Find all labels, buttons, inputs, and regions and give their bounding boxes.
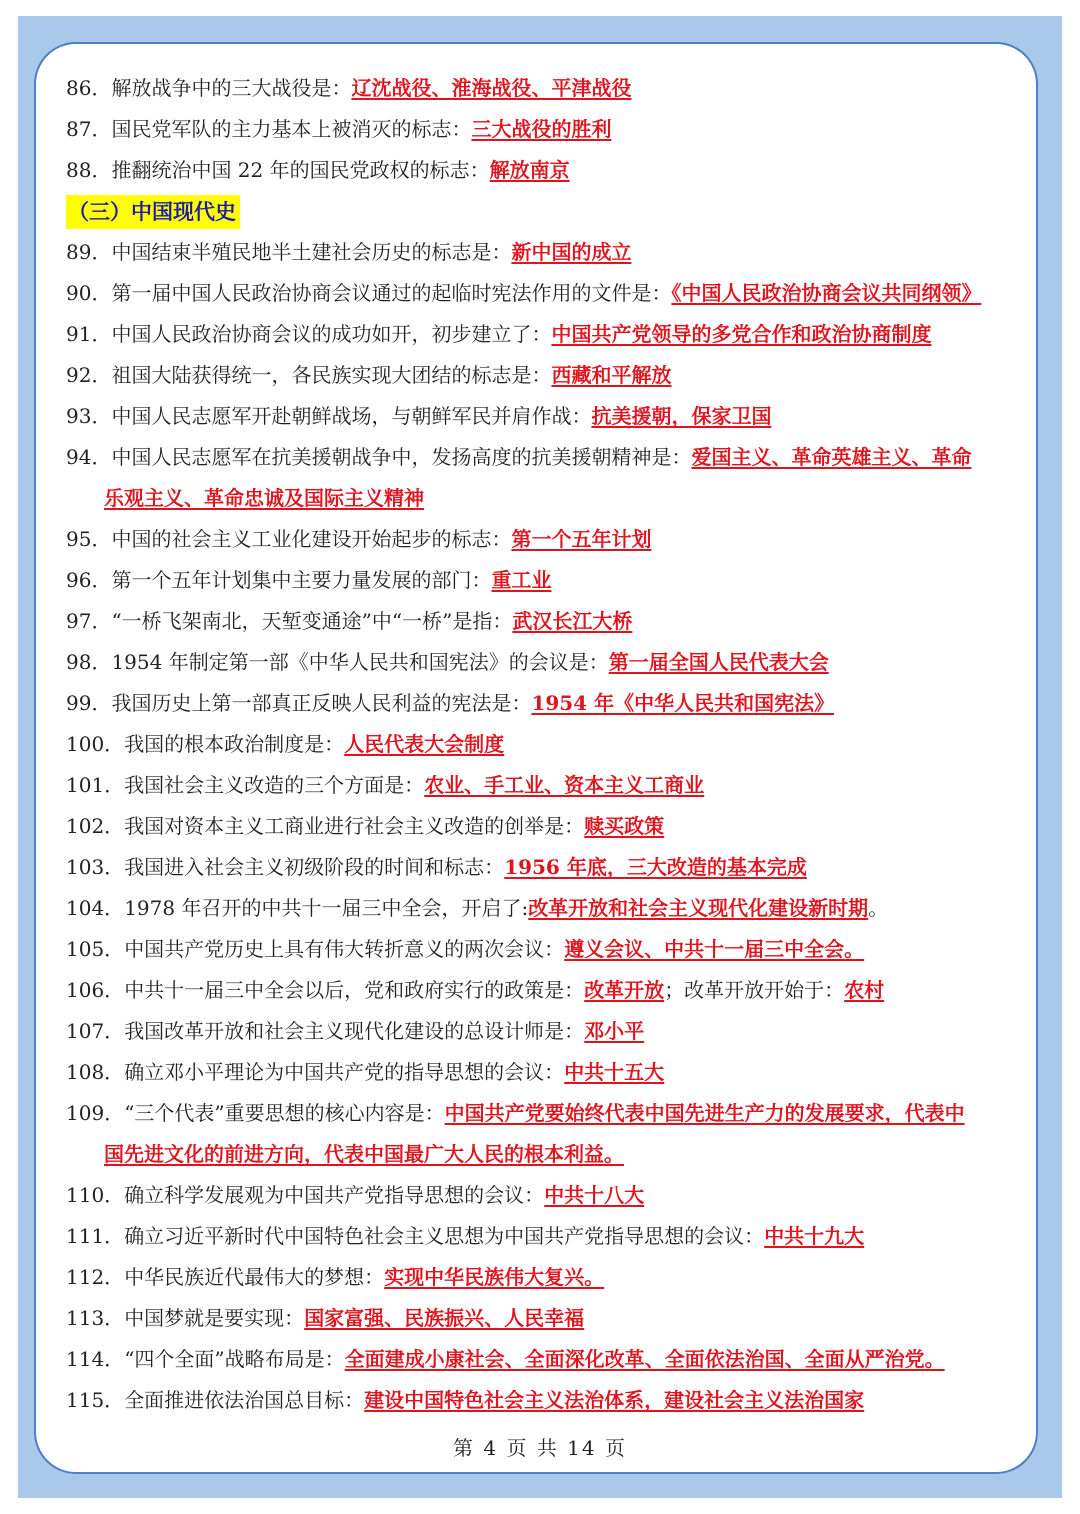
item-question: 1954 年制定第一部《中华人民共和国宪法》的会议是：: [111, 650, 609, 674]
list-item: [66, 888, 1026, 929]
item-number: 102．: [66, 814, 125, 838]
item-number: 90．: [66, 281, 112, 305]
item-answer: 解放南京: [489, 158, 570, 182]
list-item: [66, 683, 1026, 724]
item-answer: 建设中国特色社会主义法治体系，建设社会主义法治国家: [364, 1388, 865, 1412]
item-number: 107．: [66, 1019, 125, 1043]
item-number: 89．: [66, 240, 112, 264]
list-item: [66, 1380, 1026, 1421]
item-number: 88．: [66, 158, 112, 182]
list-item: [66, 1011, 1026, 1052]
list-item: [66, 970, 1026, 1011]
item-question: 中国人民志愿军开赴朝鲜战场，与朝鲜军民并肩作战：: [111, 404, 592, 428]
item-question: 解放战争中的三大战役是：: [111, 76, 352, 100]
list-item: [66, 1339, 1026, 1380]
item-question: 第一个五年计划集中主要力量发展的部门：: [111, 568, 492, 592]
list-item: [66, 1216, 1026, 1257]
list-item: [66, 1052, 1026, 1093]
item-number: 110．: [66, 1183, 125, 1207]
item-answer: 农业、手工业、资本主义工商业: [424, 773, 705, 797]
item-question: 我国改革开放和社会主义现代化建设的总设计师是：: [124, 1019, 585, 1043]
item-number: 112．: [66, 1265, 125, 1289]
item-number: 93．: [66, 404, 112, 428]
list-item: [66, 1175, 1026, 1216]
item-question: 中国结束半殖民地半土建社会历史的标志是：: [111, 240, 512, 264]
item-question: 中共十一届三中全会以后，党和政府实行的政策是：: [124, 978, 585, 1002]
item-question: “四个全面”战略布局是：: [124, 1347, 345, 1371]
item-number: 100．: [66, 732, 125, 756]
item-number: 97．: [66, 609, 112, 633]
list-item: [66, 396, 1026, 437]
item-answer: 武汉长江大桥: [512, 609, 633, 633]
list-item: [66, 929, 1026, 970]
list-item: [66, 601, 1026, 642]
item-number: 96．: [66, 568, 112, 592]
item-answer: 1954 年《中华人民共和国宪法》: [531, 691, 835, 715]
item-answer: 第一个五年计划: [511, 527, 652, 551]
item-answer-continued: 乐观主义、革命忠诚及国际主义精神: [104, 486, 424, 510]
item-question: 我国社会主义改造的三个方面是：: [124, 773, 425, 797]
item-answer: 改革开放和社会主义现代化建设新时期: [528, 896, 869, 920]
item-number: 108．: [66, 1060, 125, 1084]
list-item: [66, 1093, 1026, 1134]
page-footer: 第 4 页 共 14 页: [453, 1436, 627, 1460]
item-number: 94．: [66, 445, 112, 469]
item-answer: 实现中华民族伟大复兴。: [384, 1265, 605, 1289]
list-item: [66, 150, 1026, 191]
item-number: 104．: [66, 896, 125, 920]
item-answer: 中共十九大: [764, 1224, 865, 1248]
item-answer: 国家富强、民族振兴、人民幸福: [304, 1306, 585, 1330]
item-number: 111．: [66, 1224, 125, 1248]
item-number: 106．: [66, 978, 125, 1002]
list-item: [66, 847, 1026, 888]
item-answer: 中国共产党领导的多党合作和政治协商制度: [551, 322, 932, 346]
item-question: 中国梦就是要实现：: [124, 1306, 305, 1330]
item-answer: 重工业: [491, 568, 552, 592]
item-answer: 中国共产党要始终代表中国先进生产力的发展要求，代表中: [444, 1101, 965, 1125]
item-question: 确立科学发展观为中国共产党指导思想的会议：: [124, 1183, 545, 1207]
item-question: 中华民族近代最伟大的梦想：: [124, 1265, 385, 1289]
items-before-section: [66, 68, 1026, 191]
item-question: 确立习近平新时代中国特色社会主义思想为中国共产党指导思想的会议：: [124, 1224, 765, 1248]
item-answer: 中共十五大: [564, 1060, 665, 1084]
list-item: [66, 232, 1026, 273]
item-question: 1978 年召开的中共十一届三中全会，开启了:: [124, 896, 529, 920]
item-number: 91．: [66, 322, 112, 346]
item-question: 我国的根本政治制度是：: [124, 732, 345, 756]
list-item: [66, 519, 1026, 560]
item-number: 109．: [66, 1101, 125, 1125]
item-question: 我国历史上第一部真正反映人民利益的宪法是：: [111, 691, 532, 715]
list-item: [66, 724, 1026, 765]
item-number: 95．: [66, 527, 112, 551]
item-question: 全面推进依法治国总目标：: [124, 1388, 365, 1412]
item-question: 我国对资本主义工商业进行社会主义改造的创举是：: [124, 814, 585, 838]
item-answer: 新中国的成立: [511, 240, 632, 264]
item-number: 86．: [66, 76, 112, 100]
item-number: 105．: [66, 937, 125, 961]
item-answer: 1956 年底，三大改造的基本完成: [504, 855, 807, 879]
list-item: [66, 1298, 1026, 1339]
list-item: [66, 1257, 1026, 1298]
section-heading: （三）中国现代史: [66, 195, 240, 229]
item-answer: 人民代表大会制度: [344, 732, 505, 756]
item-after-text: ；改革开放开始于：: [664, 978, 845, 1002]
item-answer: 抗美援朝，保家卫国: [591, 404, 772, 428]
item-number: 92．: [66, 363, 112, 387]
list-item: [66, 68, 1026, 109]
list-item: [66, 642, 1026, 683]
item-answer: 邓小平: [584, 1019, 645, 1043]
item-number: 115．: [66, 1388, 125, 1412]
item-answer: 《中国人民政治协商会议共同纲领》: [671, 281, 982, 305]
item-answer-continued: 国先进文化的前进方向，代表中国最广大人民的根本利益。: [104, 1142, 624, 1166]
item-answer: 改革开放: [584, 978, 665, 1002]
item-answer: 辽沈战役、淮海战役、平津战役: [351, 76, 632, 100]
item-question: 推翻统治中国 22 年的国民党政权的标志：: [111, 158, 490, 182]
item-number: 99．: [66, 691, 112, 715]
item-question: “三个代表”重要思想的核心内容是：: [124, 1101, 445, 1125]
item-question: “一桥飞架南北，天堑变通途”中“一桥”是指：: [111, 609, 513, 633]
item-answer: 第一届全国人民代表大会: [608, 650, 829, 674]
item-after-text: 。: [868, 896, 889, 920]
list-item: [66, 355, 1026, 396]
item-question: 中国人民政治协商会议的成功如开，初步建立了：: [111, 322, 552, 346]
item-question: 祖国大陆获得统一，各民族实现大团结的标志是：: [111, 363, 552, 387]
item-continuation: [66, 1134, 1026, 1175]
document-body: [66, 68, 1026, 1421]
item-answer: 西藏和平解放: [551, 363, 672, 387]
item-number: 113．: [66, 1306, 125, 1330]
item-answer: 全面建成小康社会、全面深化改革、全面依法治国、全面从严治党。: [344, 1347, 945, 1371]
items-list: [66, 232, 1026, 1421]
list-item: [66, 765, 1026, 806]
item-number: 87．: [66, 117, 112, 141]
item-number: 114．: [66, 1347, 125, 1371]
item-question: 国民党军队的主力基本上被消灭的标志：: [111, 117, 472, 141]
item-answer: 遵义会议、中共十一届三中全会。: [564, 937, 865, 961]
item-number: 103．: [66, 855, 125, 879]
list-item: [66, 273, 1026, 314]
item-answer-secondary: 农村: [844, 978, 885, 1002]
item-answer: 爱国主义、革命英雄主义、革命: [691, 445, 972, 469]
item-question: 第一届中国人民政治协商会议通过的起临时宪法作用的文件是：: [111, 281, 672, 305]
item-answer: 中共十八大: [544, 1183, 645, 1207]
item-question: 我国进入社会主义初级阶段的时间和标志：: [124, 855, 505, 879]
list-item: [66, 806, 1026, 847]
list-item: [66, 437, 1026, 478]
item-number: 101．: [66, 773, 125, 797]
item-number: 98．: [66, 650, 112, 674]
item-question: 中国共产党历史上具有伟大转折意义的两次会议：: [124, 937, 565, 961]
item-answer: 赎买政策: [584, 814, 665, 838]
list-item: [66, 560, 1026, 601]
item-question: 中国人民志愿军在抗美援朝战争中，发扬高度的抗美援朝精神是：: [111, 445, 692, 469]
list-item: [66, 109, 1026, 150]
item-answer: 三大战役的胜利: [471, 117, 612, 141]
item-continuation: [66, 478, 1026, 519]
list-item: [66, 314, 1026, 355]
item-question: 确立邓小平理论为中国共产党的指导思想的会议：: [124, 1060, 565, 1084]
item-question: 中国的社会主义工业化建设开始起步的标志：: [111, 527, 512, 551]
